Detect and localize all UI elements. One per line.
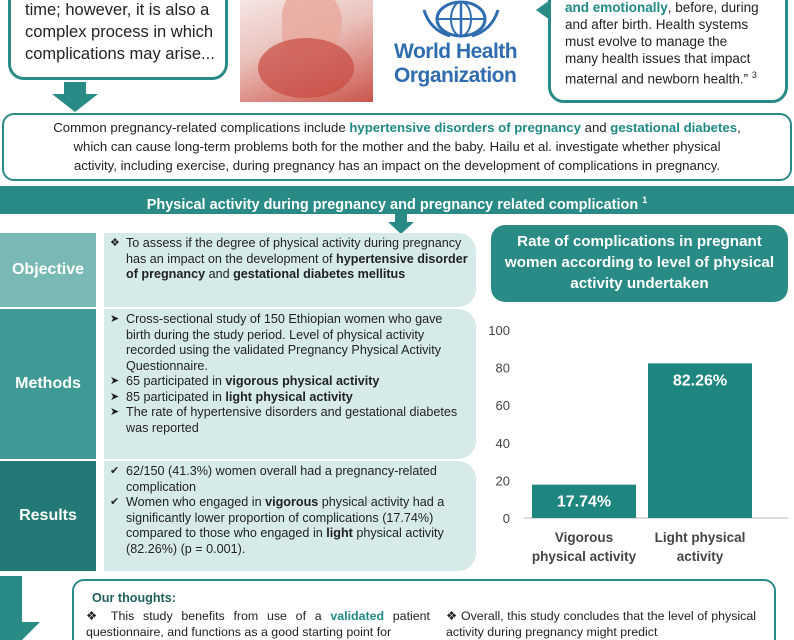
down-arrow-icon [388,214,414,234]
arrow-bullet-icon: ➤ [110,375,120,387]
x-category-label: physical activity [531,549,637,564]
y-tick-label: 60 [495,398,510,414]
intro-text: and [580,120,611,135]
section-banner [0,186,794,214]
who-name-line: Organization [394,64,517,87]
intro-text: , [737,120,741,135]
reference-number: 3 [751,70,757,80]
diamond-bullet-icon: ❖ [86,609,111,623]
methods-text: 85 participated in [126,389,226,404]
y-tick-label: 80 [495,360,510,376]
x-category-label: Vigorous [554,530,614,545]
list-item [110,374,470,390]
pointer-arrow-icon [0,576,80,640]
quote-line: maternal and newborn health.” [565,71,749,87]
pregnancy-photo [240,0,373,102]
thoughts-column-1 [86,609,430,640]
intro-line: activity, including exercise, during pregnancy has an impact on the development of complications in pregnancy. [73,158,721,173]
list-item [110,405,470,436]
quote-line: must evolve to manage the [565,34,728,49]
results-box [104,461,476,571]
intro-line: which can cause long-term problems both for the mother and the baby. Hailu et al. investigate whether physical [73,139,721,154]
who-name-line: World Health [394,40,518,63]
methods-text: The rate of hypertensive disorders and gestational diabetes was reported [126,405,458,435]
methods-text: Cross-sectional study of 150 Ethiopian women who gave birth during the study period. Level of physical activity recorded using the validated Pregnancy Physical Activity Questionnaire. [126,312,443,373]
y-tick-label: 100 [488,323,510,338]
thoughts-text: This study benefits from use of a [110,609,331,623]
list-item [110,312,470,374]
list-item [110,464,470,495]
arrow-bullet-icon: ➤ [110,390,120,403]
quote-line: complications may arise... [25,45,215,63]
bar-value-label: 82.26% [672,372,728,390]
who-emblem-icon [420,0,502,38]
methods-text: 65 participated in [126,374,226,388]
x-category-label: Light physical [654,530,746,545]
quote-bubble-right [548,0,788,103]
y-tick-label: 40 [495,435,510,451]
check-bullet-icon: ✔ [110,465,120,477]
list-item [110,390,470,406]
thoughts-box [72,579,776,640]
diamond-bullet-icon: ❖ [110,237,120,249]
x-category-label: activity [676,549,724,564]
y-tick-label: 0 [502,511,510,526]
results-bold: vigorous [265,495,319,509]
thoughts-highlight: validated [330,609,385,623]
quote-line: complex process in which [25,23,213,41]
quote-text-right [565,0,759,88]
bar-chart [478,318,794,570]
results-text: physical activity had a significantly lower proportion of complications (17.74%) compared to those who engaged in [126,495,445,540]
who-name [394,40,534,88]
intro-highlight: hypertensive disorders of pregnancy [349,120,581,135]
methods-box [104,309,476,459]
methods-bold: vigorous physical activity [225,374,380,388]
intro-text: Common pregnancy-related complications include [53,120,350,135]
methods-bold: light physical activity [225,389,353,404]
results-text: Women who engaged in [126,495,266,509]
results-bold: light [326,526,353,540]
intro-highlight: gestational diabetes [610,120,738,135]
methods-label: Methods [0,309,96,459]
thoughts-text: Overall, this study concludes that the level of physical activity during pregnancy might predict [446,609,756,639]
quote-text-left [25,0,215,65]
objective-bold: hypertensive disorder of pregnancy [126,251,468,281]
list-item [110,236,470,283]
results-text: 62/150 (41.3%) women overall had a pregnancy-related complication [126,464,437,494]
results-text: physical activity (82.26%) (p = 0.001). [126,526,444,556]
objective-bold: gestational diabetes mellitus [233,267,406,281]
who-logo [392,0,532,100]
thoughts-text: patient questionnaire, and functions as a good starting point for [86,609,430,639]
quote-line: time; however, it is also a [25,1,210,19]
diamond-bullet-icon: ❖ [446,609,461,623]
down-arrow-icon [52,82,98,112]
objective-text: To assess if the degree of physical activity during pregnancy has an impact on the development of [126,236,462,266]
intro-box [2,113,792,181]
reference-number: 1 [642,195,648,205]
objective-label: Objective [0,233,96,307]
check-bullet-icon: ✔ [110,496,120,508]
results-label: Results [0,461,96,571]
quote-bubble-left [8,0,228,80]
list-item [110,495,470,557]
arrow-bullet-icon: ➤ [110,406,120,418]
y-tick-label: 20 [495,473,510,489]
quote-line: and after birth. Health systems [565,17,749,32]
arrow-bullet-icon: ➤ [110,313,120,325]
quote-text: , before, during [667,0,759,15]
objective-box [104,233,476,307]
thoughts-heading: Our thoughts: [92,591,176,605]
objective-text: and [205,267,234,281]
banner-title: Physical activity during pregnancy and pregnancy related complication [146,196,639,213]
chart-title: Rate of complications in pregnant women according to level of physical activity undertaken [491,225,788,302]
quote-highlight: and emotionally [565,0,668,15]
thoughts-column-2 [446,609,756,640]
quote-line: many health issues that impact [565,51,751,66]
bar-value-label: 17.74% [556,493,612,511]
